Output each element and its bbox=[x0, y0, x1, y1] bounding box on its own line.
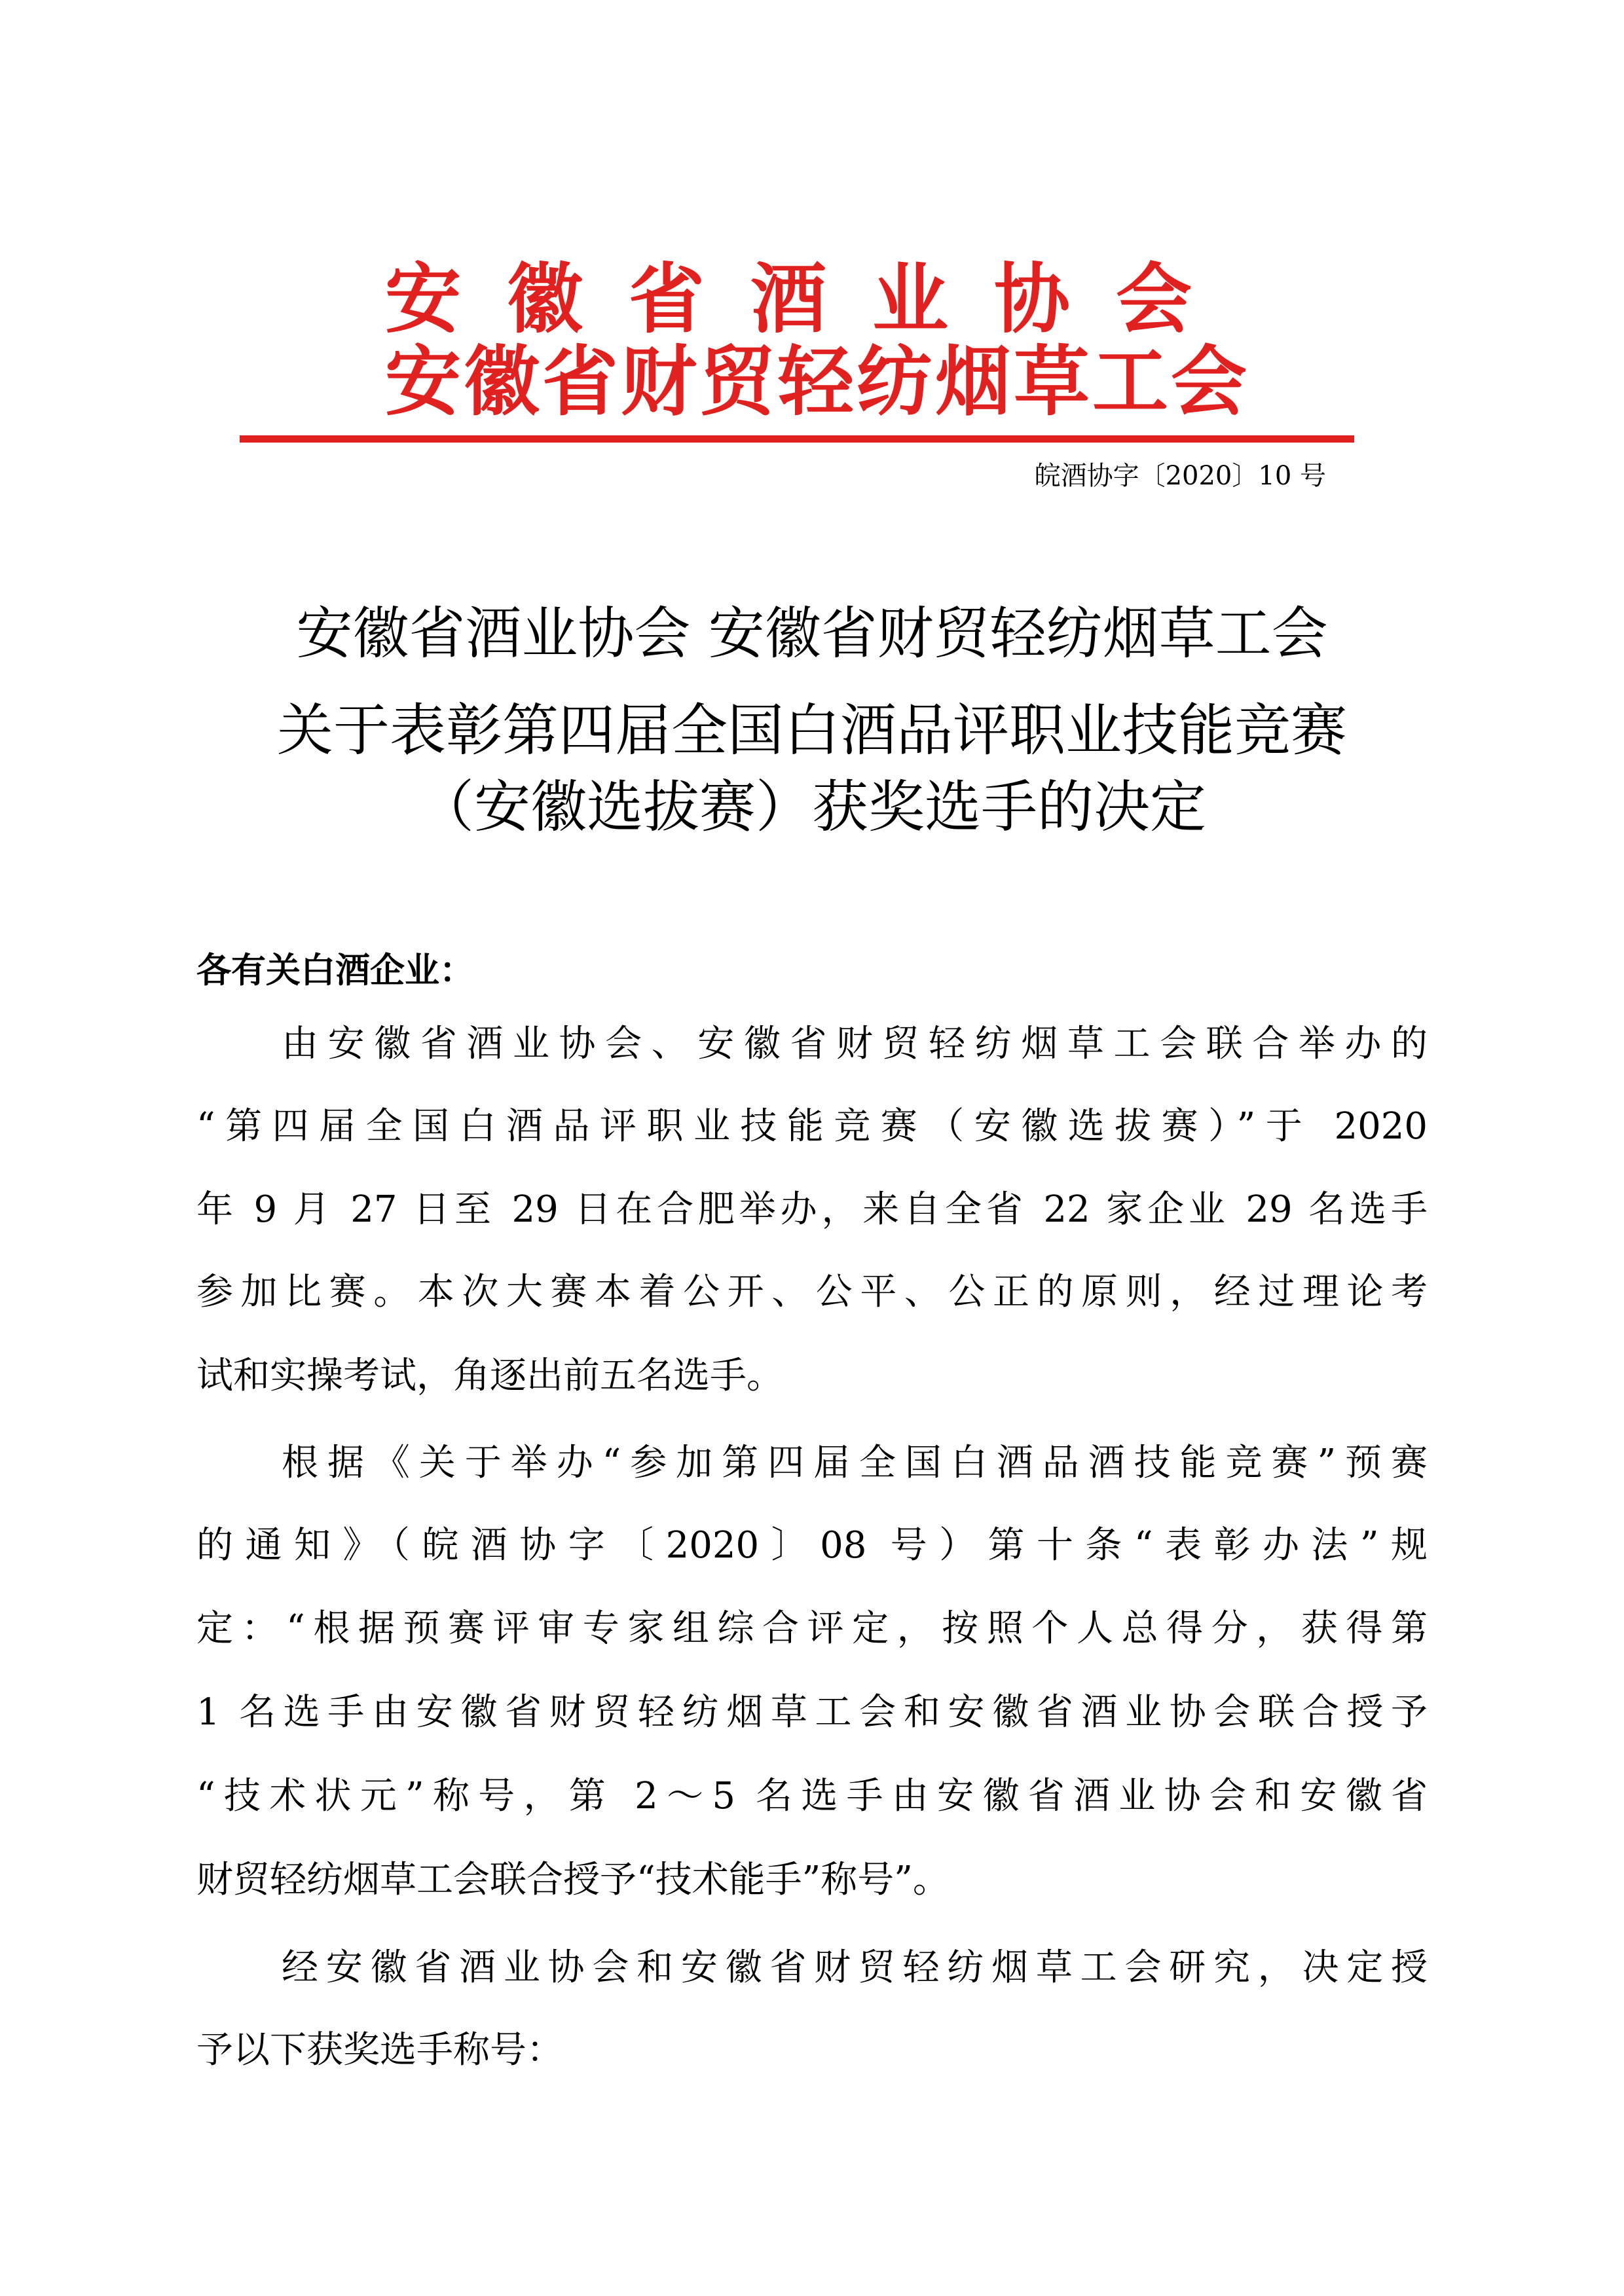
header-red-rule bbox=[240, 435, 1354, 443]
paragraph-2-line-3: 定：“根据预赛评审专家组综合评定，按照个人总得分，获得第 bbox=[196, 1607, 1428, 1650]
document-number: 皖酒协字〔2020〕10 号 bbox=[1034, 461, 1326, 491]
paragraph-1-line-3: 年 9 月 27 日至 29 日在合肥举办，来自全省 22 家企业 29 名选手 bbox=[196, 1188, 1428, 1231]
header-org-line-1: 安徽省酒业协会 bbox=[385, 255, 1238, 344]
paragraph-3-line-1: 经安徽省酒业协会和安徽省财贸轻纺烟草工会研究，决定授 bbox=[282, 1946, 1428, 1989]
salutation: 各有关白酒企业： bbox=[196, 951, 474, 991]
paragraph-1-line-1: 由安徽省酒业协会、安徽省财贸轻纺烟草工会联合举办的 bbox=[282, 1023, 1428, 1065]
paragraph-1-line-4: 参加比赛。本次大赛本着公开、公平、公正的原则，经过理论考 bbox=[196, 1271, 1428, 1313]
paragraph-3-line-2: 予以下获奖选手称号： bbox=[196, 2029, 563, 2071]
header-org-line-2: 安徽省财贸轻纺烟草工会 bbox=[385, 337, 1249, 426]
paragraph-2-line-6: 财贸轻纺烟草工会联合授予“技术能手”称号”。 bbox=[196, 1859, 950, 1901]
paragraph-2-line-2: 的通知》（皖酒协字〔2020〕08 号）第十条“表彰办法”规 bbox=[196, 1524, 1428, 1567]
paragraph-1-line-5: 试和实操考试，角逐出前五名选手。 bbox=[196, 1355, 783, 1397]
paragraph-2-line-5: “技术状元”称号，第 2～5 名选手由安徽省酒业协会和安徽省 bbox=[196, 1775, 1428, 1817]
title-line-1: 安徽省酒业协会 安徽省财贸轻纺烟草工会 bbox=[296, 601, 1328, 666]
paragraph-1-line-2: “第四届全国白酒品评职业技能竞赛（安徽选拔赛）”于 2020 bbox=[196, 1105, 1428, 1148]
paragraph-2-line-1: 根据《关于举办“参加第四届全国白酒品酒技能竞赛”预赛 bbox=[282, 1442, 1428, 1484]
paragraph-2-line-4: 1 名选手由安徽省财贸轻纺烟草工会和安徽省酒业协会联合授予 bbox=[196, 1691, 1428, 1734]
title-line-3: （安徽选拔赛）获奖选手的决定 bbox=[418, 774, 1206, 840]
title-line-2: 关于表彰第四届全国白酒品评职业技能竞赛 bbox=[277, 698, 1347, 763]
